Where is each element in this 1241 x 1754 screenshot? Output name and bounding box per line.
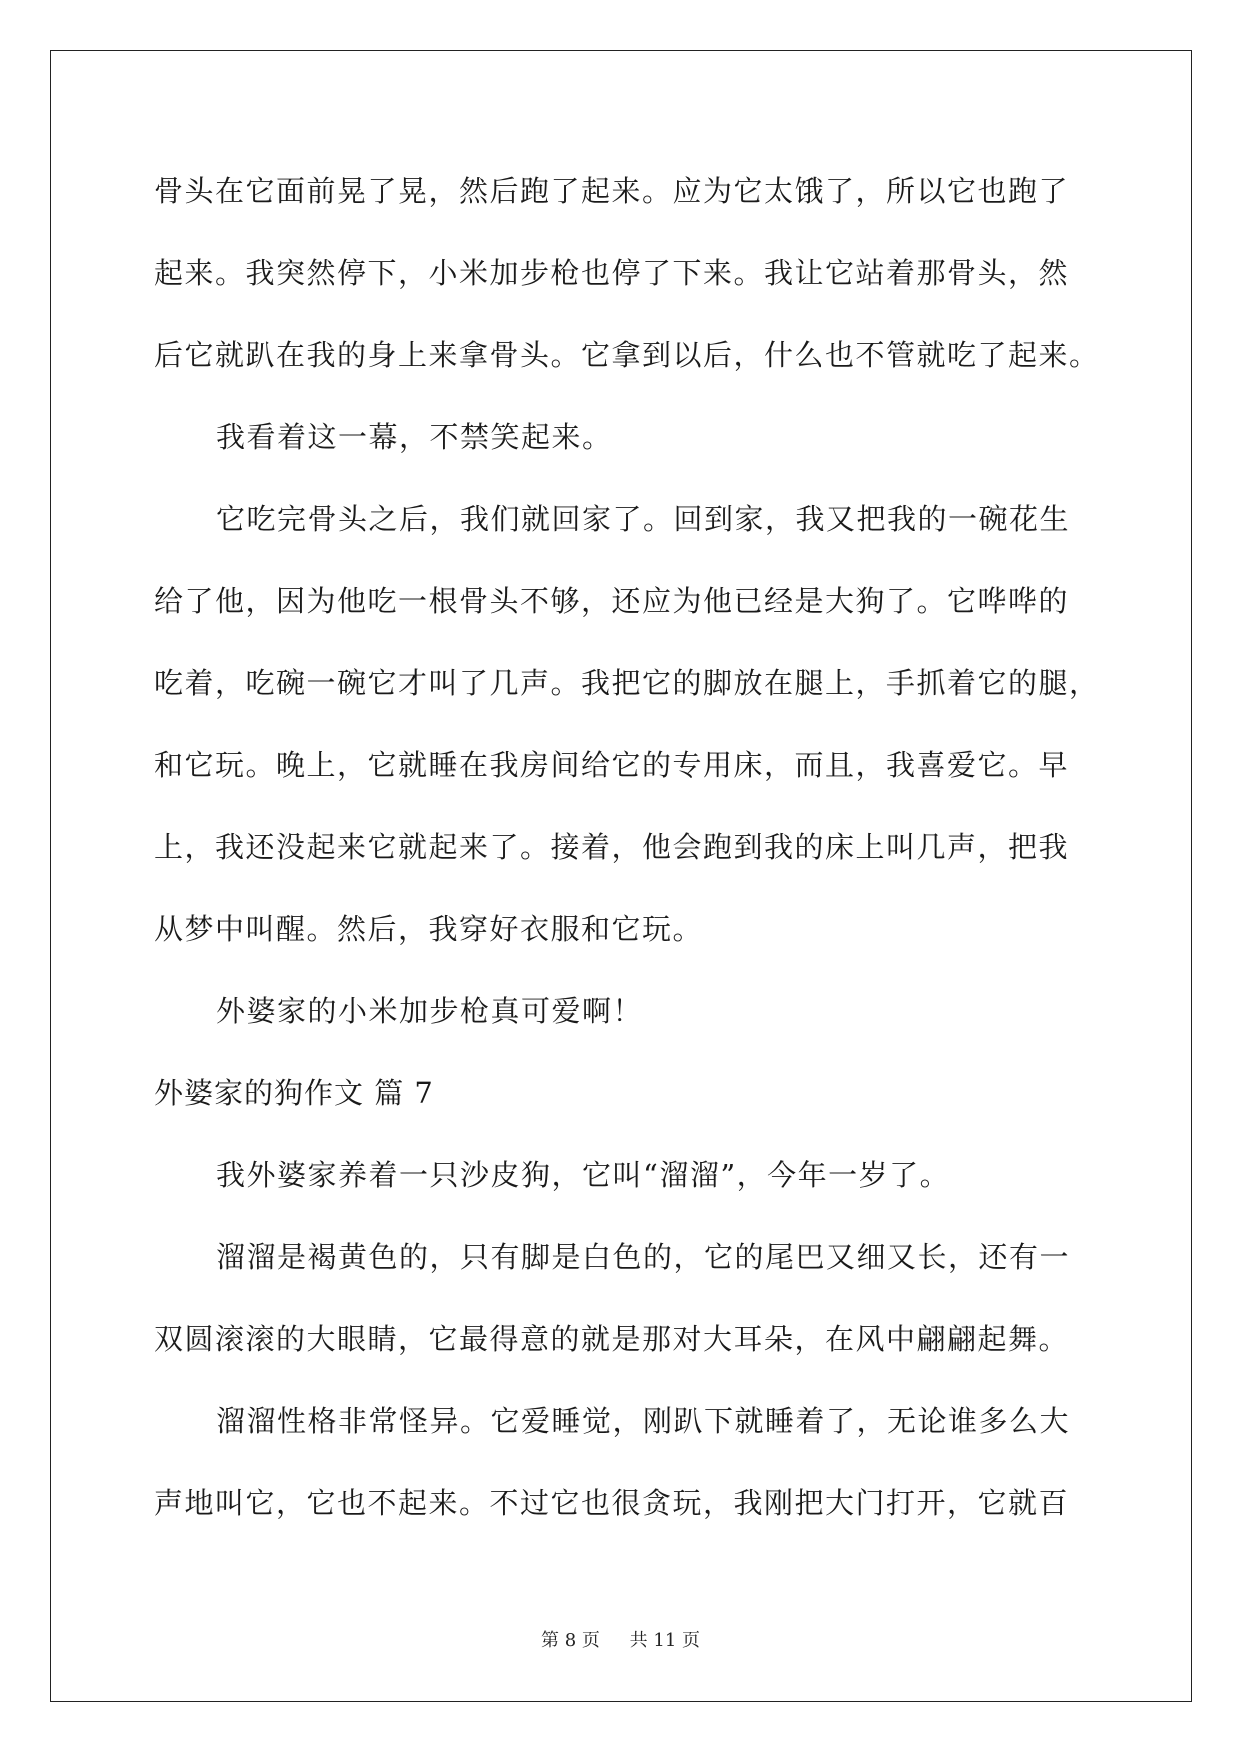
- text-line: 从梦中叫醒。然后，我穿好衣服和它玩。: [154, 912, 704, 946]
- text-line: 吃着，吃碗一碗它才叫了几声。我把它的脚放在腿上，手抓着它的腿，: [154, 666, 1100, 700]
- text-line: 后它就趴在我的身上来拿骨头。它拿到以后，什么也不管就吃了起来。: [154, 338, 1100, 372]
- text-line: 它吃完骨头之后，我们就回家了。回到家，我又把我的一碗花生: [216, 502, 1071, 536]
- section-heading: 外婆家的狗作文 篇 7: [154, 1076, 434, 1110]
- text-line: 溜溜是褐黄色的，只有脚是白色的，它的尾巴又细又长，还有一: [216, 1240, 1071, 1274]
- page-number: 第 8 页: [541, 1630, 600, 1651]
- text-line: 我外婆家养着一只沙皮狗，它叫“溜溜”，今年一岁了。: [216, 1158, 951, 1192]
- text-line: 上，我还没起来它就起来了。接着，他会跑到我的床上叫几声，把我: [154, 830, 1070, 864]
- text-line: 我看着这一幕，不禁笑起来。: [216, 420, 613, 454]
- paragraph-block-2: [154, 1134, 1094, 1544]
- total-pages: 共 11 页: [629, 1630, 700, 1651]
- text-line: 起来。我突然停下，小米加步枪也停了下来。我让它站着那骨头，然: [154, 256, 1070, 290]
- page-footer: [0, 1626, 1241, 1652]
- text-line: 和它玩。晚上，它就睡在我房间给它的专用床，而且，我喜爱它。早: [154, 748, 1070, 782]
- document-body: [154, 150, 1100, 1544]
- text-line: 外婆家的小米加步枪真可爱啊！: [216, 994, 644, 1028]
- text-line: 骨头在它面前晃了晃，然后跑了起来。应为它太饿了，所以它也跑了: [154, 174, 1070, 208]
- paragraph-block-1: [154, 150, 1100, 1052]
- text-line: 双圆滚滚的大眼睛，它最得意的就是那对大耳朵，在风中翩翩起舞。: [154, 1322, 1070, 1356]
- text-line: 声地叫它，它也不起来。不过它也很贪玩，我刚把大门打开，它就百: [154, 1486, 1070, 1520]
- text-line: 溜溜性格非常怪异。它爱睡觉，刚趴下就睡着了，无论谁多么大: [216, 1404, 1071, 1438]
- text-line: 给了他，因为他吃一根骨头不够，还应为他已经是大狗了。它哗哗的: [154, 584, 1070, 618]
